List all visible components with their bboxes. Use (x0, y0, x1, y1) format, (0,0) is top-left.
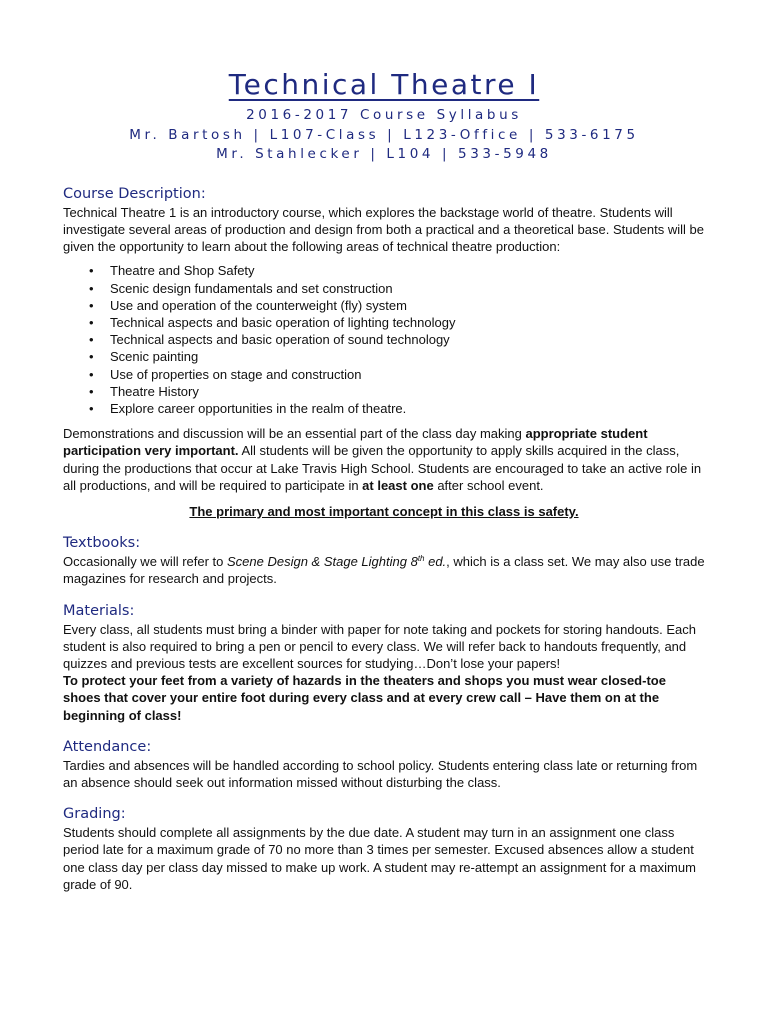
list-item: • Technical aspects and basic operation of lighting technology (89, 315, 456, 330)
list-item: • Use and operation of the counterweight (fly) system (89, 297, 407, 313)
participation-emphasis: appropriate student participation very important. (63, 426, 648, 459)
event-requirement-emphasis: at least one (362, 477, 434, 493)
bullet-icon: • (89, 349, 94, 365)
grading-section (63, 805, 705, 893)
document-title: Technical Theatre I (228, 68, 540, 101)
safety-statement: The primary and most important concept in this class is safety. (189, 504, 579, 520)
bullet-icon: • (89, 315, 94, 330)
list-item: • Explore career opportunities in the realm of theatre. (89, 401, 407, 417)
footwear-requirement: To protect your feet from a variety of hazards in the theaters and shops you must wear closed-toe shoes that cover your entire foot during every class and at every crew call – Have them on at the beginning of class! (63, 673, 666, 723)
list-item: • Use of properties on stage and construction (89, 366, 362, 382)
course-description-heading: Course Description: (63, 185, 206, 202)
bullet-icon: • (89, 401, 94, 417)
list-item: • Theatre and Shop Safety (89, 263, 255, 279)
textbook-title: Scene Design & Stage Lighting 8th ed. (227, 554, 447, 570)
attendance-section (63, 738, 705, 791)
list-item: • Scenic design fundamentals and set construction (89, 280, 393, 296)
topic-list (63, 262, 705, 417)
textbooks-heading: Textbooks: (63, 535, 141, 552)
bullet-icon: • (89, 366, 94, 382)
grading-text: Students should complete all assignments by the due date. A student may turn in an assignment one class period late for a maximum grade of 70 no more than 3 times per semester. Excused absences allow a student one class day per class day missed to make up work. A student may re-attempt an assignment for a maximum grade of 90. (63, 825, 696, 892)
demonstrations-paragraph: Demonstrations and discussion will be an essential part of the class day making appropriate student participation very important. All students will be given the opportunity to apply skills acquired in the class, during the productions that occur at Lake Travis High School. Students are encouraged to take an active role in all productions, and will be required to participate in at least one after school event. (63, 426, 702, 493)
bullet-icon: • (89, 280, 94, 296)
bullet-icon: • (89, 263, 94, 279)
bullet-icon: • (89, 297, 94, 313)
list-item: • Technical aspects and basic operation of sound technology (89, 332, 450, 348)
textbooks-text: Occasionally we will refer to Scene Design & Stage Lighting 8th ed., which is a class set. We may also use trade magazines for research and projects. (63, 554, 705, 587)
textbooks-section (63, 534, 705, 587)
grading-heading: Grading: (63, 806, 126, 823)
course-year-line: 2016-2017 Course Syllabus (246, 107, 522, 123)
instructor-stahlecker-line: Mr. Stahlecker | L104 | 533-5948 (216, 146, 552, 163)
course-description-section (63, 185, 705, 520)
instructor-bartosh-line: Mr. Bartosh | L107-Class | L123-Office | 533-6175 (129, 126, 639, 143)
header-info (63, 106, 705, 165)
materials-text: Every class, all students must bring a binder with paper for note taking and pockets for storing handouts. Each student is also required to bring a pen or pencil to every class. We will refer back to handouts frequently, and quizzes and previous tests are excellent sources for studying…Don’t lose your papers! (63, 621, 697, 672)
bullet-icon: • (89, 383, 94, 399)
list-item: • Theatre History (89, 383, 199, 399)
bullet-icon: • (89, 332, 94, 348)
materials-section (63, 602, 705, 724)
list-item: • Scenic painting (89, 349, 199, 365)
materials-heading: Materials: (63, 602, 135, 619)
course-description-intro: Technical Theatre 1 is an introductory course, which explores the backstage world of theatre. Students will investigate several areas of production and design from both a practical and a theoretical base. Students will be given the opportunity to learn about the following areas of technical theatre production: (63, 204, 704, 255)
attendance-text: Tardies and absences will be handled according to school policy. Students entering class late or returning from an absence should seek out information missed without disturbing the class. (63, 757, 698, 791)
attendance-heading: Attendance: (63, 738, 152, 755)
syllabus-page (63, 66, 705, 893)
